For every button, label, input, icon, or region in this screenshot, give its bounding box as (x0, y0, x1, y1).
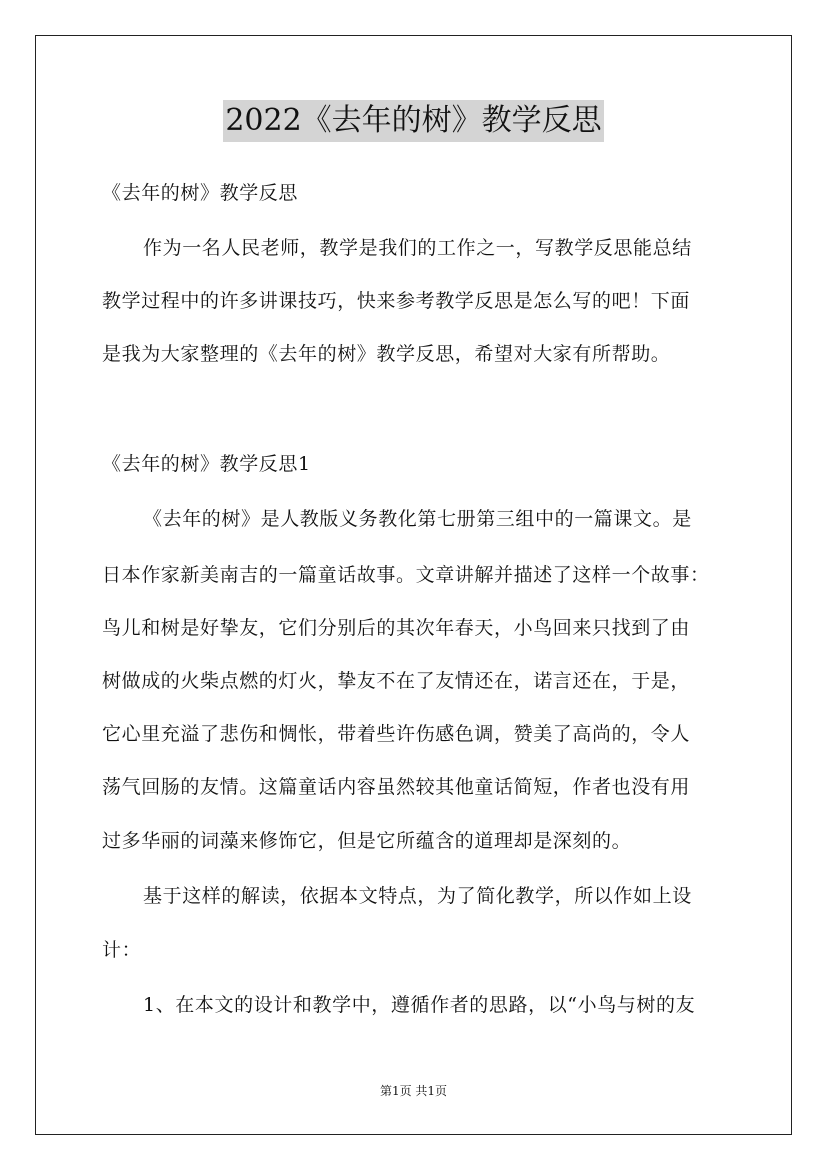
page-number-footer: 第1页 共1页 (379, 1084, 448, 1098)
paragraph-line: 树做成的火柴点燃的灯火，挚友不在了友情还在，诺言还在，于是， (102, 670, 691, 692)
section-heading: 《去年的树》教学反思 (102, 182, 299, 204)
paragraph-line: 它心里充溢了悲伤和惆怅，带着些许伤感色调，赞美了高尚的，令人 (102, 723, 691, 745)
paragraph-line: 荡气回肠的友情。这篇童话内容虽然较其他童话简短，作者也没有用 (102, 776, 691, 798)
paragraph-line: 是我为大家整理的《去年的树》教学反思，希望对大家有所帮助。 (102, 343, 671, 365)
paragraph-line: 过多华丽的词藻来修饰它，但是它所蕴含的道理却是深刻的。 (102, 830, 632, 852)
document-title: 2022《去年的树》教学反思 (223, 100, 603, 142)
paragraph-line: 计： (102, 939, 142, 961)
section-heading: 《去年的树》教学反思1 (102, 453, 311, 475)
title-container (0, 100, 827, 142)
paragraph-line: 1、在本文的设计和教学中，遵循作者的思路，以“小鸟与树的友 (143, 994, 696, 1016)
paragraph-line: 基于这样的解读，依据本文特点，为了简化教学，所以作如上设 (143, 885, 692, 907)
paragraph-line: 《去年的树》是人教版义务教化第七册第三组中的一篇课文。是 (143, 508, 692, 530)
paragraph-line: 作为一名人民老师，教学是我们的工作之一，写教学反思能总结 (143, 237, 692, 259)
paragraph-line: 教学过程中的许多讲课技巧，快来参考教学反思是怎么写的吧！下面 (102, 290, 691, 312)
paragraph-line: 日本作家新美南吉的一篇童话故事。文章讲解并描述了这样一个故事： (102, 564, 710, 586)
paragraph-line: 鸟儿和树是好挚友，它们分别后的其次年春天，小鸟回来只找到了由 (102, 617, 691, 639)
